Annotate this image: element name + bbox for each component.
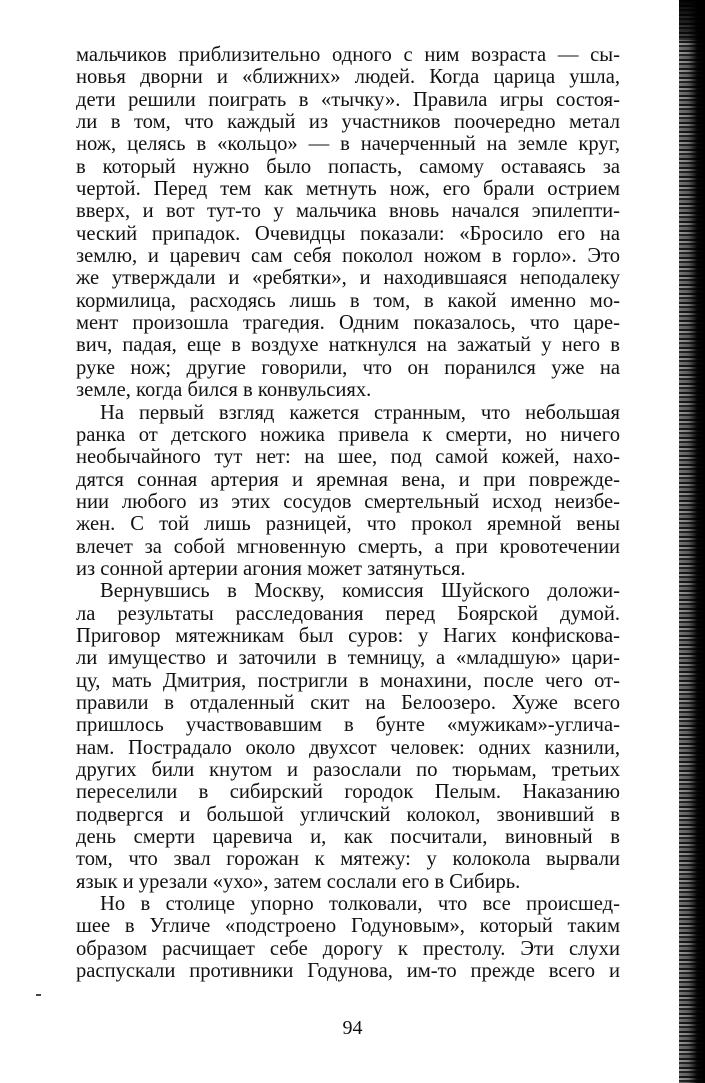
page-number: 94 [342, 1017, 363, 1039]
text-line: На первый взгляд кажется странным, что небольшая [100, 401, 620, 424]
text-line: землю, и царевич сам себя поколол ножом в горло». Это [76, 245, 620, 268]
text-line: Но в столице упорно толковали, что все происшед- [100, 893, 620, 916]
page-edge-shadow-top [679, 0, 705, 40]
text-line: в который нужно было попасть, самому оставаясь за [76, 155, 620, 178]
margin-mark [36, 994, 41, 996]
text-line: кормилица, расходясь лишь в том, в какой именно мо- [76, 289, 620, 312]
text-line: Приговор мятежникам был суров: у Нагих конфискова- [76, 624, 620, 647]
text-line: том, что звал горожан к мятежу: у колокола вырвали [76, 848, 620, 871]
text-line: других били кнутом и разослали по тюрьмам, третьих [76, 759, 620, 781]
text-line: из сонной артерии агония может затянуться. [76, 557, 466, 580]
text-line: цу, мать Дмитрия, постригли в монахини, после чего от- [76, 669, 620, 692]
text-line: язык и урезали «ухо», затем сослали его в Сибирь. [76, 870, 521, 893]
text-line: нож, целясь в «кольцо» — в начерченный на земле круг, [76, 133, 620, 156]
text-line: ранка от детского ножика привела к смерти, но ничего [76, 423, 620, 446]
text-line: новья дворни и «ближних» людей. Когда царица ушла, [76, 66, 620, 89]
text-line: образом расчищает себе дорогу к престолу. Эти слухи [76, 937, 620, 960]
text-line: вич, падая, еще в воздухе наткнулся на зажатый у него в [76, 334, 620, 357]
text-line: правили в отдаленный скит на Белоозеро. Хуже всего [76, 691, 620, 714]
body-text [76, 44, 620, 982]
text-line: ла результаты расследования перед Боярской думой. [76, 602, 620, 625]
text-line: ли в том, что каждый из участников поочередно метал [76, 111, 620, 134]
text-line: день смерти царевича и, как посчитали, виновный в [76, 826, 620, 849]
text-line: дятся сонная артерия и яремная вена, и при поврежде- [76, 468, 620, 491]
text-line: Вернувшись в Москву, комиссия Шуйского доложи- [100, 580, 620, 603]
text-line: распускали противники Годунова, им-то прежде всего и [76, 960, 620, 983]
text-line: земле, когда бился в конвульсиях. [76, 379, 372, 402]
text-line: вверх, и вот тут-то у мальчика вновь начался эпилепти- [76, 200, 620, 223]
text-line: необычайного тут нет: на шее, под самой кожей, нахо- [76, 446, 620, 469]
text-line: мальчиков приблизительно одного с ним возраста — сы- [76, 44, 620, 66]
text-line: дети решили поиграть в «тычку». Правила игры состоя- [76, 88, 620, 111]
text-line: нии любого из этих сосудов смертельный исход неизбе- [76, 490, 620, 513]
text-line: нам. Пострадало около двухсот человек: одних казнили, [76, 736, 620, 759]
text-line: чертой. Перед тем как метнуть нож, его брали острием [76, 178, 620, 201]
text-line: влечет за собой мгновенную смерть, а при кровотечении [76, 535, 620, 558]
text-line: ли имущество и заточили в темницу, а «младшую» цари- [76, 647, 620, 670]
text-line: ческий припадок. Очевидцы показали: «Бросило его на [76, 222, 620, 245]
text-line: жен. С той лишь разницей, что прокол яремной вены [76, 513, 620, 536]
text-line: переселили в сибирский городок Пелым. Наказанию [76, 781, 620, 804]
text-line: же утверждали и «ребятки», и находившаяся неподалеку [76, 267, 620, 290]
text-line: шее в Угличе «подстроено Годуновым», который таким [76, 915, 620, 938]
text-line: руке нож; другие говорили, что он поранился уже на [76, 356, 620, 379]
text-line: пришлось участвовавшим в бунте «мужикам»-углича- [76, 714, 620, 737]
page-edge-shadow [679, 0, 705, 1083]
text-line: подвергся и большой угличский колокол, звонивший в [76, 803, 620, 826]
text-line: мент произошла трагедия. Одним показалось, что царе- [76, 312, 620, 335]
